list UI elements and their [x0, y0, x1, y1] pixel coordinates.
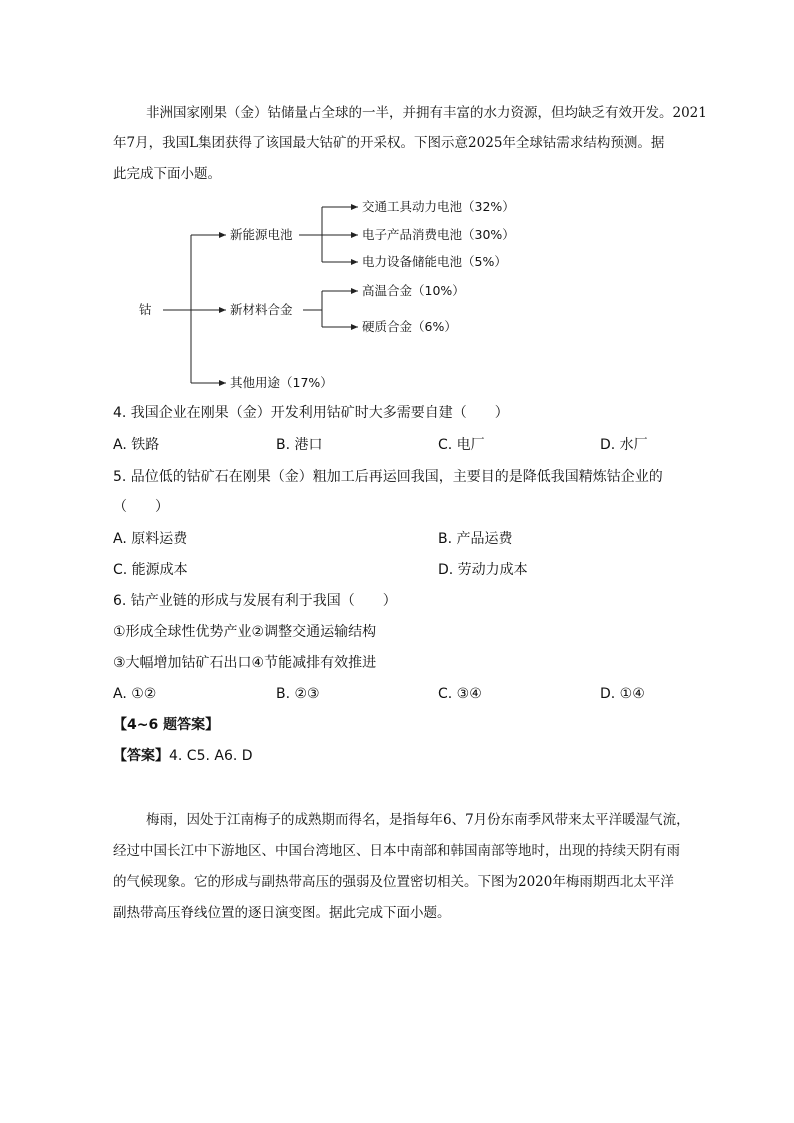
diagram-leaf-transport: 交通工具动力电池（32%） — [362, 199, 515, 214]
question-4-option-b: B. 港口 — [276, 437, 323, 453]
passage1-line2: 年7月，我国L集团获得了该国最大钴矿的开采权。下图示意2025年全球钴需求结构预测。据 — [113, 135, 665, 151]
passage1-line3: 此完成下面小题。 — [113, 166, 221, 182]
answers-text: 4. C5. A6. D — [169, 748, 253, 764]
question-4-option-c: C. 电厂 — [438, 437, 485, 453]
question-5-option-b: B. 产品运费 — [438, 531, 513, 547]
question-5-option-d: D. 劳动力成本 — [438, 562, 528, 578]
question-6-option-d: D. ①④ — [600, 686, 645, 702]
diagram-branch-alloy: 新材料合金 — [230, 302, 293, 317]
question-5-stem: 5. 品位低的钴矿石在刚果（金）粗加工后再运回我国，主要目的是降低我国精炼钴企业的 — [113, 469, 663, 485]
answers-line — [113, 746, 253, 766]
passage2-line1: 梅雨，因处于江南梅子的成熟期而得名，是指每年6、7月份东南季风带来太平洋暖湿气流， — [146, 812, 690, 828]
passage2-line4: 副热带高压脊线位置的逐日演变图。据此完成下面小题。 — [113, 905, 451, 921]
question-6-statements-1: ①形成全球性优势产业②调整交通运输结构 — [113, 624, 377, 640]
question-5-stem-cont: （ ） — [113, 499, 169, 515]
question-5-option-a: A. 原料运费 — [113, 531, 188, 547]
answers-tag: 【答案】 — [113, 748, 169, 764]
question-4-option-d: D. 水厂 — [600, 437, 648, 453]
question-5-option-c: C. 能源成本 — [113, 562, 188, 578]
question-6-option-c: C. ③④ — [438, 686, 482, 702]
answers-header: 【4~6 题答案】 — [113, 717, 220, 733]
question-4-stem: 4. 我国企业在刚果（金）开发利用钴矿时大多需要自建（ ） — [113, 405, 509, 421]
question-6-stem: 6. 钴产业链的形成与发展有利于我国（ ） — [113, 593, 397, 609]
passage1-line1: 非洲国家刚果（金）钴储量占全球的一半，并拥有丰富的水力资源，但均缺乏有效开发。2021 — [146, 105, 707, 121]
diagram-root: 钴 — [139, 302, 152, 317]
diagram-leaf-hightemp: 高温合金（10%） — [362, 283, 465, 298]
question-4-option-a: A. 铁路 — [113, 437, 160, 453]
diagram-leaf-hard: 硬质合金（6%） — [362, 319, 457, 334]
diagram-branch-battery: 新能源电池 — [230, 227, 293, 242]
question-6-option-a: A. ①② — [113, 686, 157, 702]
question-6-statements-2: ③大幅增加钴矿石出口④节能减排有效推进 — [113, 655, 377, 671]
question-6-option-b: B. ②③ — [276, 686, 320, 702]
diagram-leaf-electronics: 电子产品消费电池（30%） — [362, 227, 515, 242]
diagram-leaf-storage: 电力设备储能电池（5%） — [362, 254, 507, 269]
diagram-branch-other: 其他用途（17%） — [230, 375, 333, 390]
passage2-line2: 经过中国长江中下游地区、中国台湾地区、日本中南部和韩国南部等地时，出现的持续天阴有雨 — [113, 843, 680, 859]
passage2-line3: 的气候现象。它的形成与副热带高压的强弱及位置密切相关。下图为2020年梅雨期西北太平洋 — [113, 874, 674, 890]
